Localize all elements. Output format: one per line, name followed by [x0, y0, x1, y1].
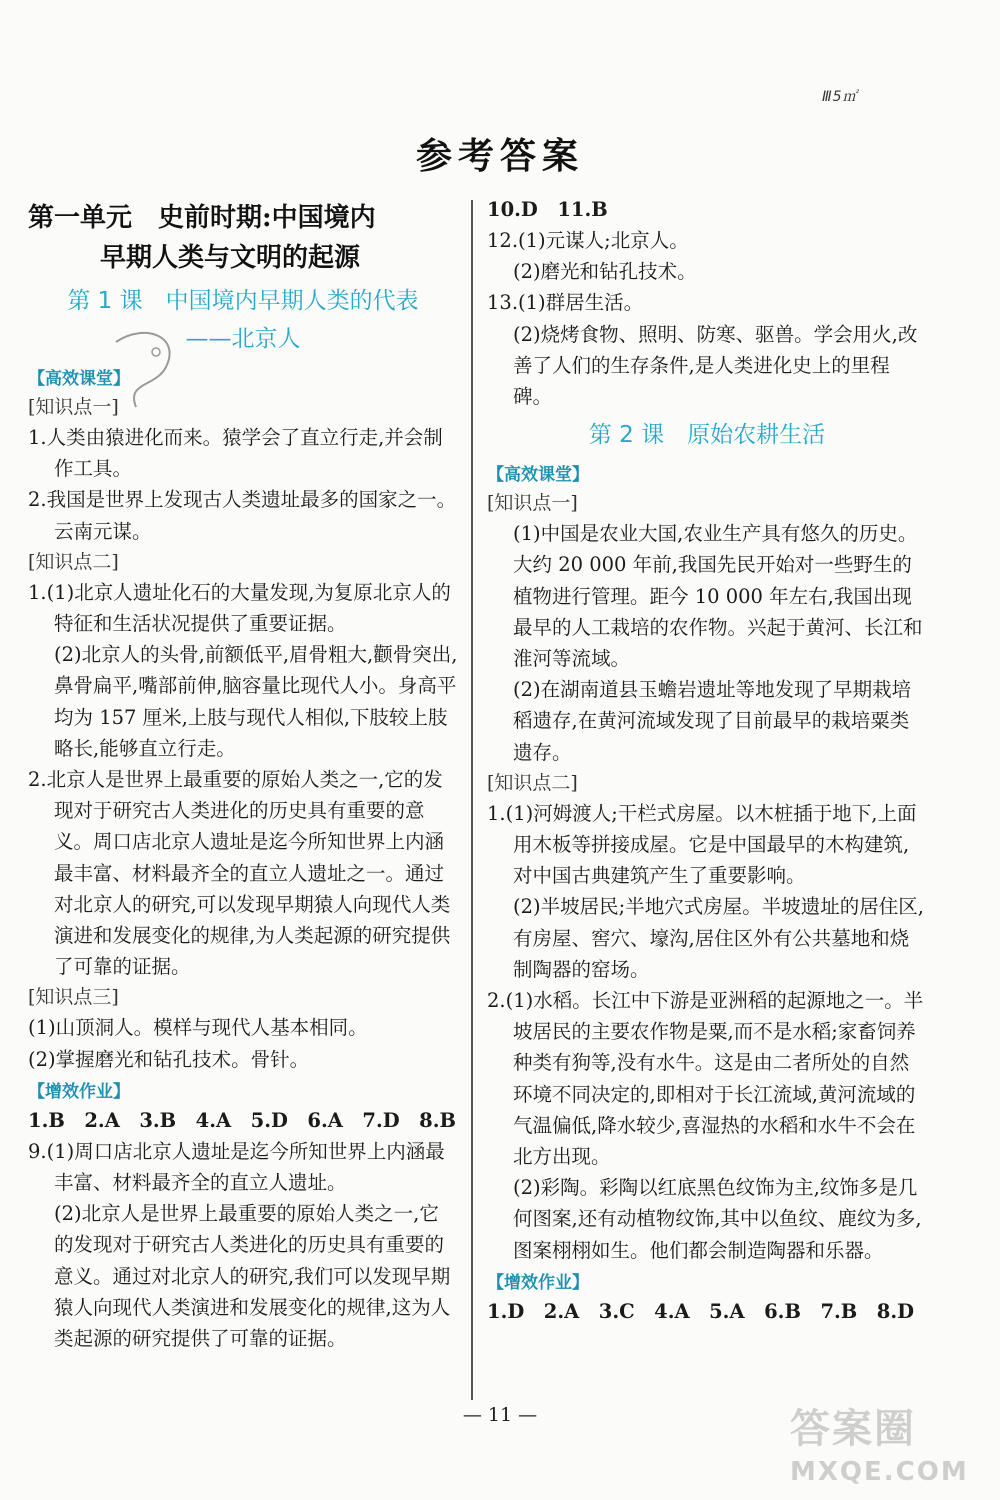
- answer-item: 1.(1)河姆渡人;干栏式房屋。以木桩插于地下,上面用木板等拼接成屋。它是中国最早的木构建筑,对中国古典建筑产生了重要影响。: [487, 801, 917, 888]
- answer-item: (1)山顶洞人。模样与现代人基本相同。: [28, 1016, 368, 1040]
- page-title: 参考答案: [415, 135, 584, 177]
- left-column: [28, 198, 458, 1354]
- knowledge-point-3-label: [知识点三]: [28, 986, 119, 1009]
- choice-answers: 10.D 11.B: [487, 198, 608, 221]
- unit-title-line1: 第一单元 史前时期:中国境内: [28, 203, 376, 233]
- answer-item: (2)在湖南道县玉蟾岩遗址等地发现了早期栽培稻遗存,在黄河流域发现了目前最早的栽培粟类遗存。: [513, 678, 912, 764]
- answer-item: 12.(1)元谋人;北京人。: [487, 229, 689, 252]
- section-tag-classroom: 【高效课堂】: [487, 465, 589, 486]
- knowledge-point-2-label: [知识点二]: [28, 550, 119, 573]
- answer-item: 13.(1)群居生活。: [487, 291, 644, 315]
- knowledge-point-1-label: [知识点一]: [28, 396, 119, 418]
- answer-item: (2)掌握磨光和钻孔技术。骨针。: [28, 1047, 310, 1071]
- answer-item: (2)烧烤食物、照明、防寒、驱兽。学会用火,改善了人们的生存条件,是人类进化史上的里程碑。: [513, 322, 918, 409]
- unit-title-line2: 早期人类与文明的起源: [100, 243, 361, 273]
- answer-item: (2)磨光和钻孔技术。: [513, 260, 697, 284]
- watermark-logo: [790, 1404, 990, 1496]
- answer-item: 2.北京人是世界上最重要的原始人类之一,它的发现对于研究古人类进化的历史具有重要的意义。周口店北京人遗址是迄今所知世界上内涵最丰富、材料最齐全的直立人遗址之一。通过对北京人的研究,可以发现早期猿人向现代人类演进和发展变化的规律,为人类起源的研究提供了可靠的证据。: [28, 768, 451, 979]
- answer-item: 1.(1)北京人遗址化石的大量发现,为复原北京人的特征和生活状况提供了重要证据。: [28, 580, 451, 636]
- knowledge-point-2-label: [知识点二]: [487, 771, 578, 794]
- answer-item: 2.(1)水稻。长江中下游是亚洲稻的起源地之一。半坡居民的主要农作物是粟,而不是水稻;家畜饲养种类有狗等,没有水牛。这是由二者所处的自然环境不同决定的,即相对于长江流域,黄河流域的气温偏低,降水较少,喜湿热的水稻和水牛不会在北方出现。: [487, 989, 924, 1169]
- section-tag-homework: 【增效作业】: [487, 1272, 589, 1293]
- right-column: [487, 194, 927, 1327]
- lesson-1-title-line2: ——北京人: [185, 326, 301, 352]
- column-divider: [471, 200, 473, 1400]
- lesson-2-title: 第 2 课 原始农耕生活: [588, 422, 826, 449]
- answer-item: (2)半坡居民;半地穴式房屋。半坡遗址的居住区,有房屋、窖穴、壕沟,居住区外有公共墓地和烧制陶器的窑场。: [513, 895, 924, 981]
- section-tag-classroom: 【高效课堂】: [28, 369, 130, 389]
- answer-item: (2)北京人是世界上最重要的原始人类之一,它的发现对于研究古人类进化的历史具有重要的意义。通过对北京人的研究,我们可以发现早期猿人向现代人类演进和发展变化的规律,这为人类起源的研究提供了可靠的证据。: [54, 1202, 451, 1351]
- watermark-url: MXQE.COM: [790, 1457, 969, 1487]
- corner-mark: Ⅲ5㎡: [822, 89, 858, 105]
- unit-title: [28, 198, 458, 278]
- page-number: — 11 —: [462, 1404, 538, 1426]
- answer-item: 9.(1)周口店北京人遗址是迄今所知世界上内涵最丰富、材料最齐全的直立人遗址。: [28, 1139, 445, 1195]
- watermark-text: 答案圈: [790, 1406, 916, 1452]
- lesson-1-title-line1: 第 1 课 中国境内早期人类的代表: [67, 288, 419, 314]
- answer-item: (1)中国是农业大国,农业生产具有悠久的历史。大约 20 000 年前,我国先民开始对一些野生的植物进行管理。距今 10 000 年左右,我国出现最早的人工栽培的农作物。兴起于黄河、长江和淮河等流域。: [513, 522, 923, 671]
- lesson-1-title: [28, 282, 458, 358]
- knowledge-point-1-label: [知识点一]: [487, 492, 578, 515]
- choice-answers: 1.B 2.A 3.B 4.A 5.D 6.A 7.D 8.B: [28, 1108, 457, 1132]
- answer-item: 2.我国是世界上发现古人类遗址最多的国家之一。云南元谋。: [28, 488, 457, 543]
- answer-item: (2)北京人的头骨,前额低平,眉骨粗大,颧骨突出,鼻骨扁平,嘴部前伸,脑容量比现代人小。身高平均为 157 厘米,上肢与现代人相似,下肢较上肢略长,能够直立行走。: [54, 643, 458, 760]
- choice-answers: 1.D 2.A 3.C 4.A 5.A 6.B 7.B 8.D: [487, 1299, 915, 1323]
- section-tag-homework: 【增效作业】: [28, 1081, 130, 1102]
- answer-item: 1.人类由猿进化而来。猿学会了直立行走,并会制作工具。: [28, 426, 443, 481]
- answer-item: (2)彩陶。彩陶以红底黑色纹饰为主,纹饰多是几何图案,还有动植物纹饰,其中以鱼纹、鹿纹为多,图案栩栩如生。他们都会制造陶器和乐器。: [513, 1176, 922, 1262]
